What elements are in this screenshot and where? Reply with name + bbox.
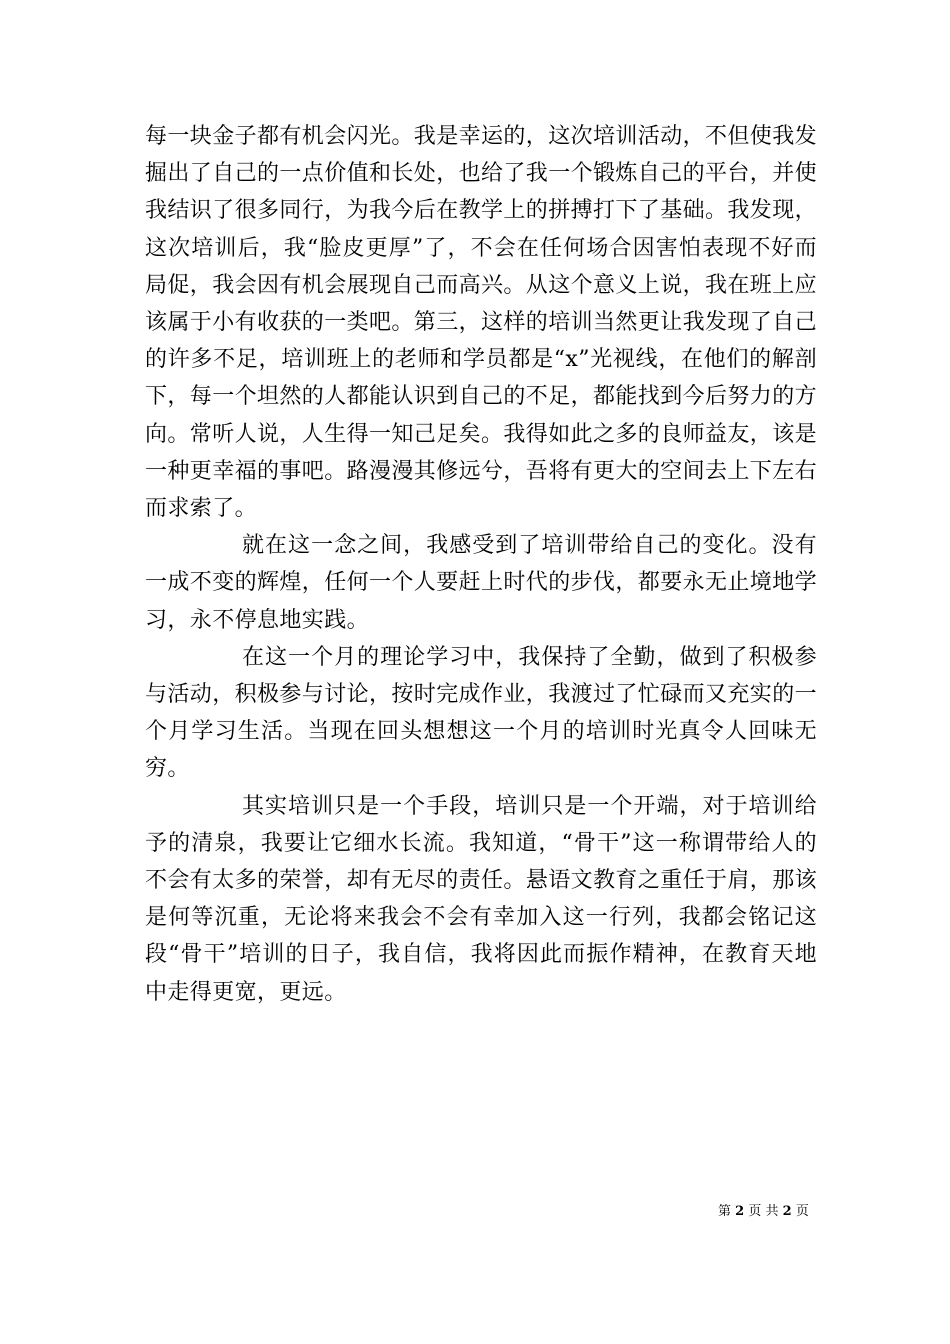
paragraph-change: 就在这一念之间，我感受到了培训带给自己的变化。没有一成不变的辉煌，任何一个人要赶上时代的步伐，都要永无止境地学习，永不停息地实践。 <box>145 533 818 633</box>
paragraph-conclusion: 其实培训只是一个手段，培训只是一个开端，对于培训给予的清泉，我要让它细水长流。我知道，“骨干”这一称谓带给人的不会有太多的荣誉，却有无尽的责任。悬语文教育之重任于肩，那该是何等沉重，无论将来我会不会有幸加入这一行列，我都会铭记这段“骨干”培训的日子，我自信，我将因此而振作精神，在教育天地中走得更宽，更远。 <box>145 793 818 1005</box>
footer-current-page: 2 <box>735 1204 745 1219</box>
page-footer <box>718 1203 809 1221</box>
footer-suffix: 页 <box>795 1204 809 1219</box>
footer-total-pages: 2 <box>782 1204 792 1219</box>
paragraph-study: 在这一个月的理论学习中，我保持了全勤，做到了积极参与活动，积极参与讨论，按时完成作业，我渡过了忙碌而又充实的一个月学习生活。当现在回头想想这一个月的培训时光真令人回味无穷。 <box>145 644 818 782</box>
footer-prefix: 第 <box>718 1204 732 1219</box>
footer-middle: 页 共 <box>748 1204 779 1219</box>
document-body <box>145 118 817 1011</box>
paragraph-continuation: 每一块金子都有机会闪光。我是幸运的，这次培训活动，不但使我发掘出了自己的一点价值和长处，也给了我一个锻炼自己的平台，并使我结识了很多同行，为我今后在教学上的拼搏打下了基础。我发现，这次培训后，我“脸皮更厚”了，不会在任何场合因害怕表现不好而局促，我会因有机会展现自己而高兴。从这个意义上说，我在班上应该属于小有收获的一类吧。第三，这样的培训当然更让我发现了自己的许多不足，培训班上的老师和学员都是“x”光视线，在他们的解剖下，每一个坦然的人都能认识到自己的不足，都能找到今后努力的方向。常听人说，人生得一知己足矣。我得如此之多的良师益友，该是一种更幸福的事吧。路漫漫其修远兮，吾将有更大的空间去上下左右而求索了。 <box>145 124 818 522</box>
